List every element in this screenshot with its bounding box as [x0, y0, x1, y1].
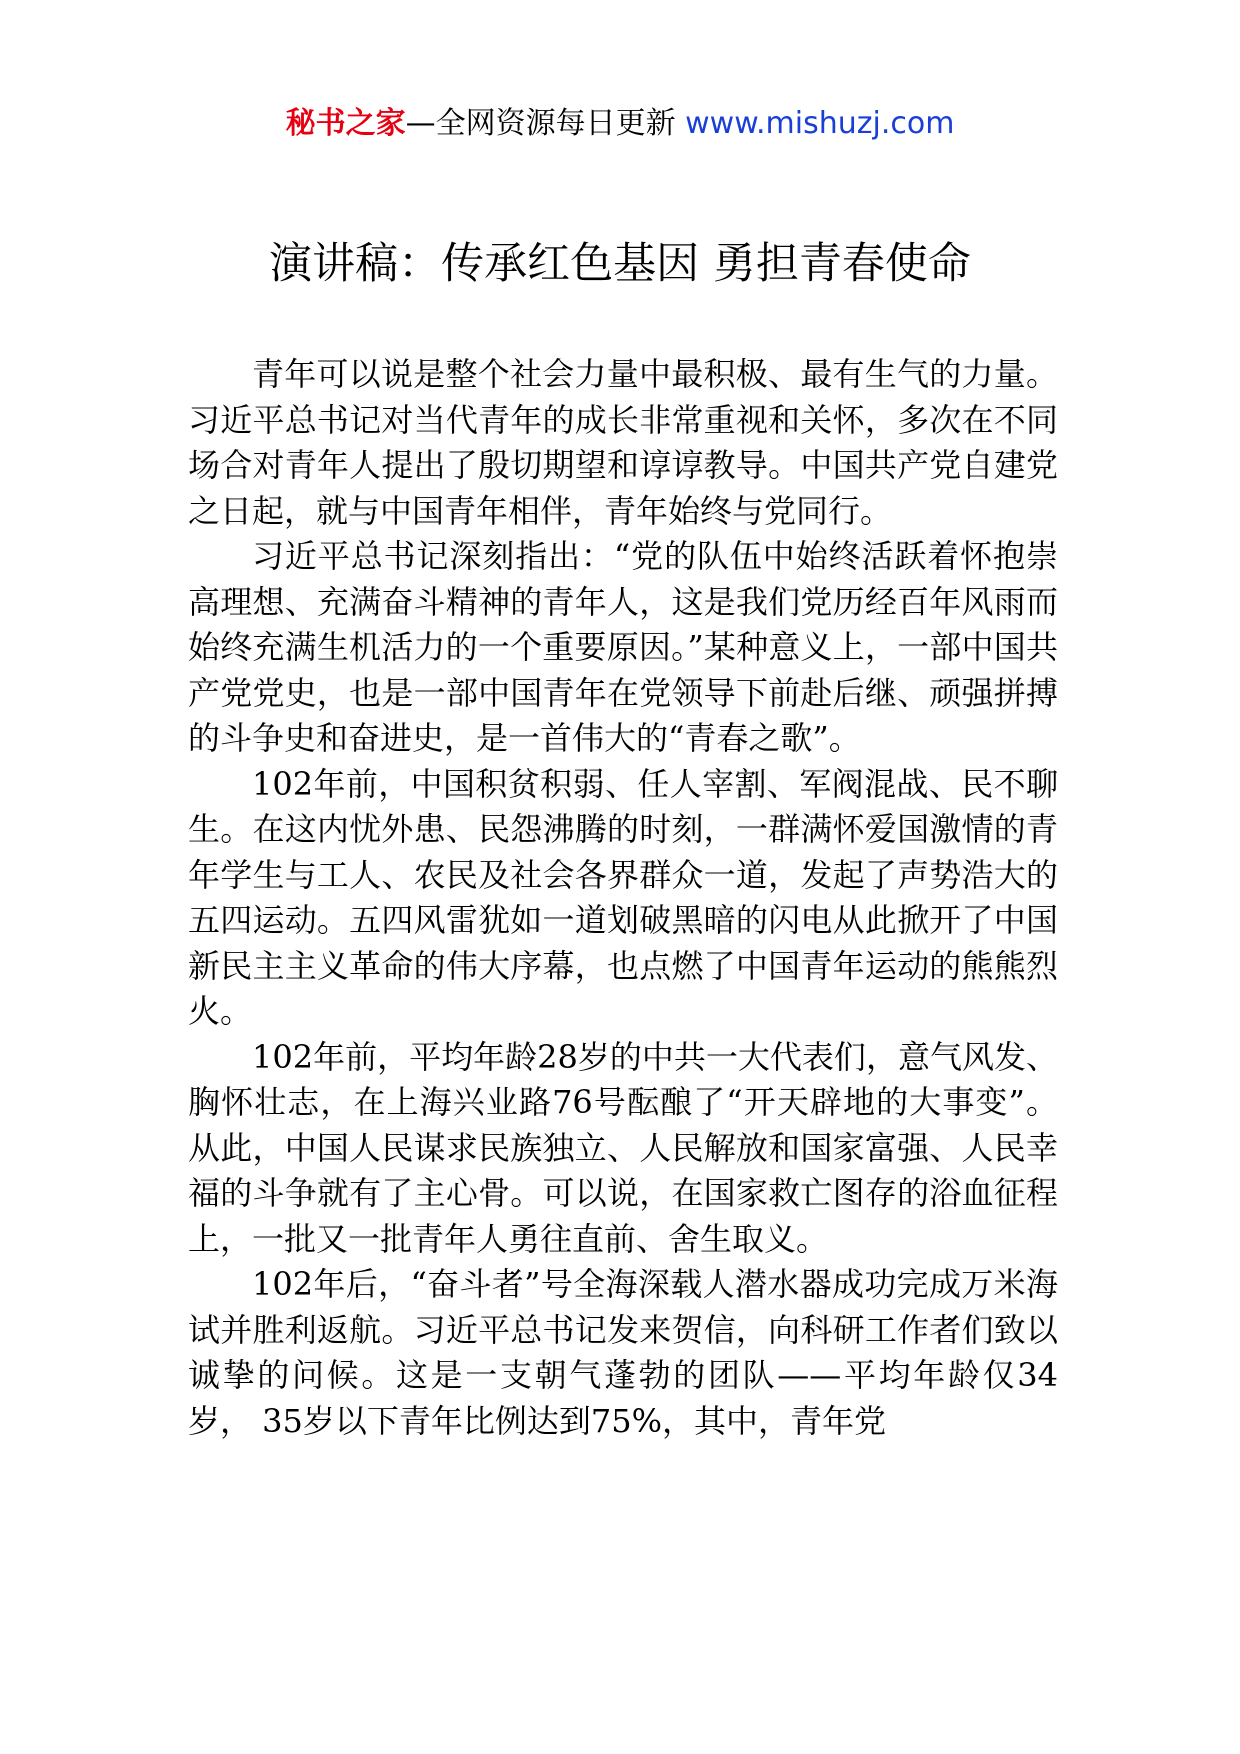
paragraph-5: 102年后，“奋斗者”号全海深载人潜水器成功完成万米海试并胜利返航。习近平总书记发来贺信，向科研工作者们致以诚挚的问候。这是一支朝气蓬勃的团队——平均年龄仅34岁， 35岁以下青年比例达到75%，其中，青年党: [188, 1265, 1058, 1440]
paragraph-4: 102年前，平均年龄28岁的中共一大代表们，意气风发、胸怀壮志，在上海兴业路76号酝酿了“开天辟地的大事变”。从此，中国人民谋求民族独立、人民解放和国家富强、人民幸福的斗争就有了主心骨。可以说，在国家救亡图存的浴血征程上，一批又一批青年人勇往直前、舍生取义。: [188, 1037, 1058, 1258]
page-header: [0, 104, 1240, 144]
paragraph-3: 102年前，中国积贫积弱、任人宰割、军阀混战、民不聊生。在这内忧外患、民怨沸腾的时刻，一群满怀爱国激情的青年学生与工人、农民及社会各界群众一道，发起了声势浩大的五四运动。五四风雷犹如一道划破黑暗的闪电从此掀开了中国新民主主义革命的伟大序幕，也点燃了中国青年运动的熊熊烈火。: [188, 764, 1058, 1030]
document-title: 演讲稿：传承红色基因 勇担青春使命: [269, 239, 971, 289]
brand-name: 秘书之家: [285, 106, 406, 141]
paragraph-1: 青年可以说是整个社会力量中最积极、最有生气的力量。习近平总书记对当代青年的成长非常重视和关怀，多次在不同场合对青年人提出了殷切期望和谆谆教导。中国共产党自建党之日起，就与中国青年相伴，青年始终与党同行。: [188, 355, 1058, 530]
header-tagline: —全网资源每日更新: [405, 106, 686, 141]
document-body: [188, 352, 1058, 1444]
paragraph-2: 习近平总书记深刻指出：“党的队伍中始终活跃着怀抱崇高理想、充满奋斗精神的青年人，这是我们党历经百年风雨而始终充满生机活力的一个重要原因。”某种意义上，一部中国共产党党史，也是一部中国青年在党领导下前赴后继、顽强拼搏的斗争史和奋进史，是一首伟大的“青春之歌”。: [188, 537, 1058, 757]
website-link[interactable]: www.mishuzj.com: [685, 106, 955, 141]
